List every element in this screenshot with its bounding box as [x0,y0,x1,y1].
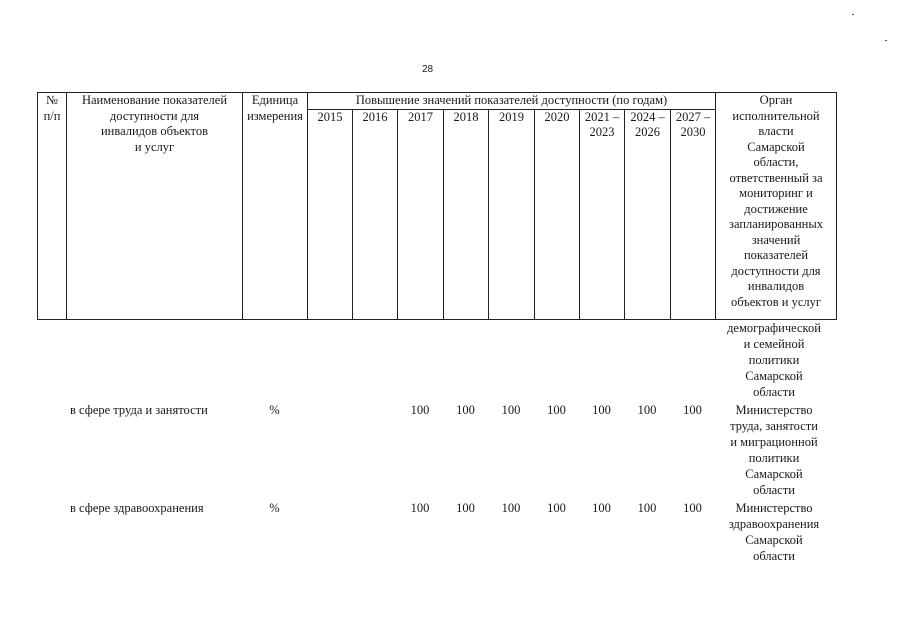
year-label: 2017 [408,109,433,124]
header-organ-line: Самарской [747,139,805,154]
year-label: 2027 – [675,109,711,124]
row-value-2017: 100 [410,501,430,515]
organ-line: демографической [727,321,821,335]
year-label: 2030 [680,125,706,139]
organ-line: политики [748,451,800,465]
header-year-2027-2030 [671,109,716,320]
row-value-2024-2026: 100 [637,501,657,515]
header-organ-line: запланированных [729,217,823,231]
header-organ-cell [716,93,837,320]
header-name-line: доступности для [109,108,200,123]
organ-line: области [753,483,795,497]
header-table [37,92,837,320]
year-label: 2021 – [584,109,620,124]
header-year-2015 [308,109,353,320]
header-organ-line: Орган [759,93,793,107]
row-organ [714,500,834,564]
year-label: 2026 [635,125,660,139]
row-name: в сфере здравоохранения [70,501,204,515]
organ-line: Самарской [745,467,803,481]
row-value-2019: 100 [501,501,521,515]
header-organ-line: исполнительной [732,108,820,123]
organ-line: Самарской [745,369,803,383]
row-organ [714,402,834,498]
year-label: 2018 [453,109,479,124]
row-value-2018: 100 [456,403,475,417]
header-unit-line: Единица [251,93,299,107]
organ-line: политики [748,353,800,367]
row-name: в сфере труда и занятости [70,403,208,417]
header-year-2017 [398,109,444,320]
header-unit-line: измерения [247,108,303,123]
header-organ-line: показателей [743,248,809,262]
row-unit: % [269,501,280,515]
row-value-2020: 100 [547,501,566,515]
header-organ-line: власти [758,124,794,138]
organ-line: здравоохранения [728,517,820,531]
organ-line: области [753,549,795,563]
header-organ-line: объектов и услуг [730,294,822,309]
header-name-cell [67,93,243,320]
header-year-2018 [444,109,489,320]
row-value-2021-2023: 100 [592,403,611,417]
scan-speck [885,40,887,41]
header-num-cell [38,93,67,320]
row-value-2024-2026: 100 [637,403,657,417]
header-organ-line: достижение [744,201,808,216]
year-label: 2023 [589,125,615,139]
row-value-2021-2023: 100 [592,501,611,515]
header-year-2024-2026 [625,109,671,320]
header-year-2021-2023 [580,109,625,320]
header-unit-cell [243,93,308,320]
header-year-2020 [535,109,580,320]
year-label: 2024 – [630,109,665,124]
organ-line: труда, занятости [730,419,818,433]
year-label: 2019 [499,109,524,124]
header-year-2019 [489,109,535,320]
header-organ-line: доступности для [731,263,821,278]
header-organ-line: ответственный за [729,170,823,185]
header-name-line: Наименование показателей [81,93,228,107]
page-number: 28 [421,64,434,75]
organ-line: и семейной [743,337,805,351]
header-year-2016 [353,109,398,320]
organ-line: области [753,385,795,399]
organ-line: Самарской [745,533,803,547]
row-value-2027-2030: 100 [683,403,702,417]
year-label: 2015 [317,109,343,124]
continued-organ-text [714,320,834,400]
row-value-2019: 100 [501,403,521,417]
header-organ-line: области, [753,155,799,169]
scan-speck [852,14,854,15]
header-years-group: Повышение значений показателей доступности (по годам) [308,93,716,110]
header-organ-line: мониторинг и [739,186,813,200]
row-unit: % [269,403,280,417]
row-value-2027-2030: 100 [683,501,702,515]
row-value-2020: 100 [547,403,566,417]
header-name-line: инвалидов объектов [100,124,208,138]
organ-line: Министерство [735,403,813,417]
organ-line: Министерство [735,501,813,515]
row-value-2017: 100 [410,403,430,417]
header-name-line: и услуг [134,139,175,154]
header-organ-line: значений [751,232,801,247]
header-num-line: № [46,93,58,107]
row-value-2018: 100 [456,501,475,515]
organ-line: и миграционной [730,435,818,449]
header-num-line: п/п [43,108,61,123]
year-label: 2016 [362,109,388,124]
year-label: 2020 [544,109,570,124]
header-organ-line: инвалидов [747,279,805,293]
